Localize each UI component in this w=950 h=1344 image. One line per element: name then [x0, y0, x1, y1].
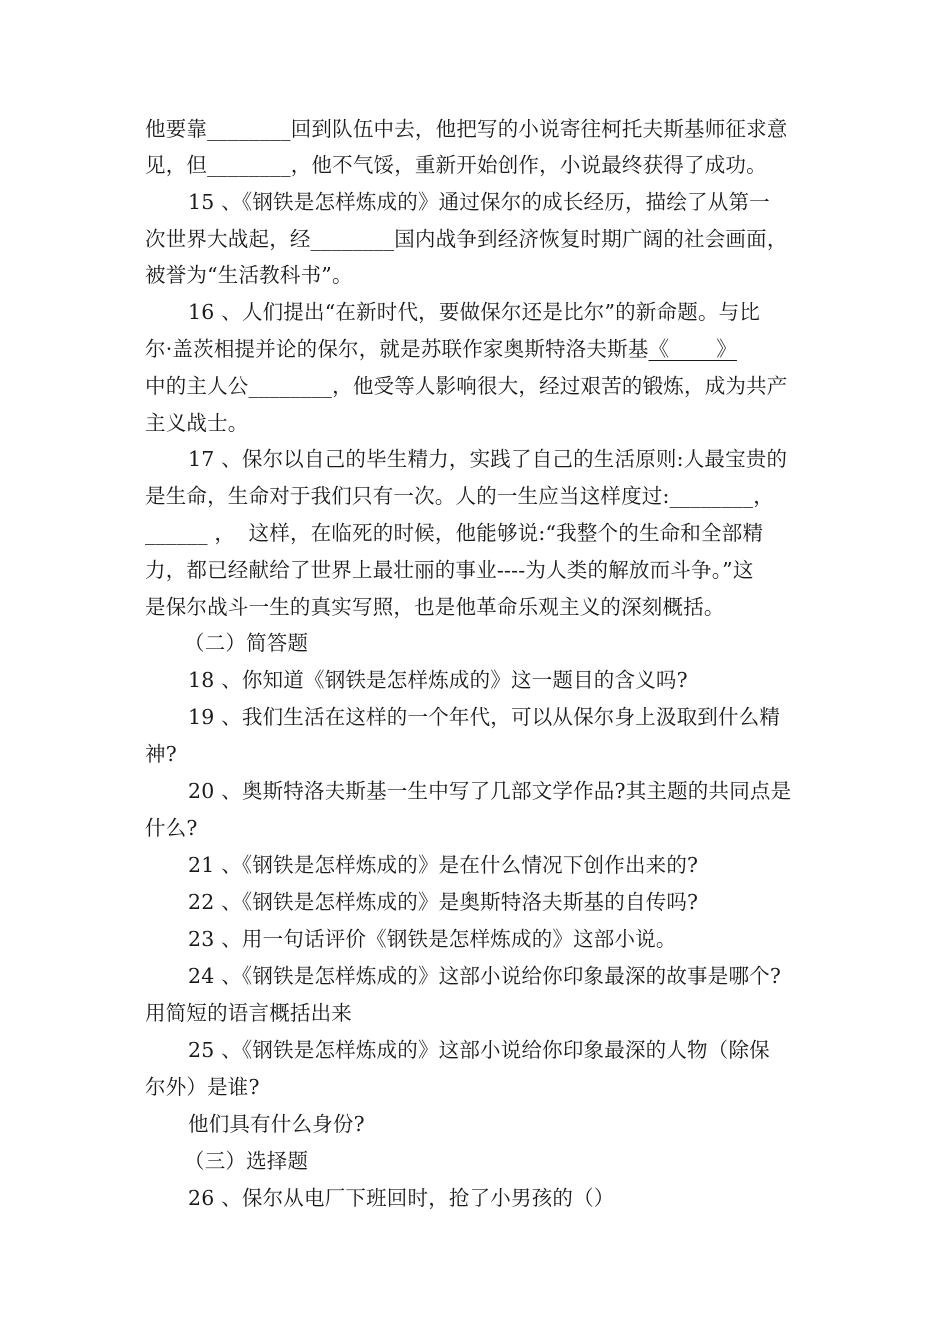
q16-book-blank: 《 》	[648, 337, 737, 361]
section-heading-short-answer: （二）简答题	[184, 631, 309, 655]
q19-line-2: 神?	[145, 742, 177, 766]
q15-text-b: 国内战争到经济恢复时期广阔的社会画面，	[394, 227, 788, 251]
q17-text-b: ，	[753, 484, 774, 508]
q17-line-4: 力，都已经献给了世界上最壮丽的事业----为人类的解放而斗争。”这	[145, 558, 754, 582]
q16-text-b: 中的主人公	[145, 374, 249, 398]
q14-text-c: 见，但	[145, 153, 208, 177]
q15-line-2	[145, 224, 788, 254]
q16-line-4: 主义战士。	[145, 411, 249, 435]
q25-line-2: 尔外）是谁?	[145, 1075, 260, 1099]
q16-name-blank: ________，	[248, 374, 353, 398]
q14-text-d: 他不气馁，重新开始创作，小说最终获得了成功。	[311, 153, 767, 177]
q15-blank: ________	[310, 227, 395, 251]
q21-line: 21 、《钢铁是怎样炼成的》是在什么情况下创作出来的?	[188, 853, 699, 877]
q16-line-3	[145, 371, 788, 401]
section-heading-multiple-choice: （三）选择题	[184, 1149, 309, 1173]
q19-line-1: 19 、我们生活在这样的一个年代，可以从保尔身上汲取到什么精	[188, 705, 781, 729]
q16-line-2	[145, 334, 737, 364]
q15-text-a: 次世界大战起，经	[145, 227, 311, 251]
q17-line-2	[145, 481, 774, 511]
q17-line-3	[145, 518, 763, 548]
q15-line-1: 15 、《钢铁是怎样炼成的》通过保尔的成长经历，描绘了从第一	[188, 190, 770, 214]
q17-text-a: 是生命，生命对于我们只有一次。人的一生应当这样度过:	[145, 484, 670, 508]
q24-line-1: 24 、《钢铁是怎样炼成的》这部小说给你印象最深的故事是哪个?	[188, 964, 782, 988]
q16-text-a: 尔·盖茨相提并论的保尔，就是苏联作家奥斯特洛夫斯基	[145, 337, 649, 361]
q20-line-1: 20 、奥斯特洛夫斯基一生中写了几部文学作品?其主题的共同点是	[188, 779, 792, 803]
q17-line-5: 是保尔战斗一生的真实写照，也是他革命乐观主义的深刻概括。	[145, 595, 725, 619]
q26-line: 26 、保尔从电厂下班回时，抢了小男孩的（）	[188, 1186, 615, 1210]
q18-line: 18 、你知道《钢铁是怎样炼成的》这一题目的含义吗?	[188, 668, 688, 692]
q14-blank-2: ________，	[207, 153, 312, 177]
q16-line-1: 16 、人们提出“在新时代，要做保尔还是比尔”的新命题。与比	[188, 300, 761, 324]
q23-line: 23 、用一句话评价《钢铁是怎样炼成的》这部小说。	[188, 927, 677, 951]
q17-blank-2: ______ ，	[145, 521, 236, 545]
q17-line-1: 17 、保尔以自己的毕生精力，实践了自己的生活原则:人最宝贵的	[188, 447, 788, 471]
q14-line-2	[145, 150, 767, 180]
q22-line: 22 、《钢铁是怎样炼成的》是奥斯特洛夫斯基的自传吗?	[188, 890, 699, 914]
q14-blank-1: ________	[207, 117, 291, 141]
q15-line-3: 被誉为“生活教科书”。	[145, 263, 353, 287]
q24-line-2: 用简短的语言概括出来	[145, 1001, 352, 1025]
q25-line-1: 25 、《钢铁是怎样炼成的》这部小说给你印象最深的人物（除保	[188, 1038, 770, 1062]
q16-text-c: 他受等人影响很大，经过艰苦的锻炼，成为共产	[352, 374, 788, 398]
q25-line-3: 他们具有什么身份?	[188, 1112, 365, 1136]
q14-line-1	[145, 114, 788, 144]
q17-blank-1: ________	[669, 484, 754, 508]
q17-text-c: 这样，在临死的时候，他能够说:“我整个的生命和全部精	[235, 521, 764, 545]
q14-text-b: 回到队伍中去，他把写的小说寄往柯托夫斯基师征求意	[290, 117, 788, 141]
q20-line-2: 什么?	[145, 816, 198, 840]
q14-text-a: 他要靠	[145, 117, 208, 141]
